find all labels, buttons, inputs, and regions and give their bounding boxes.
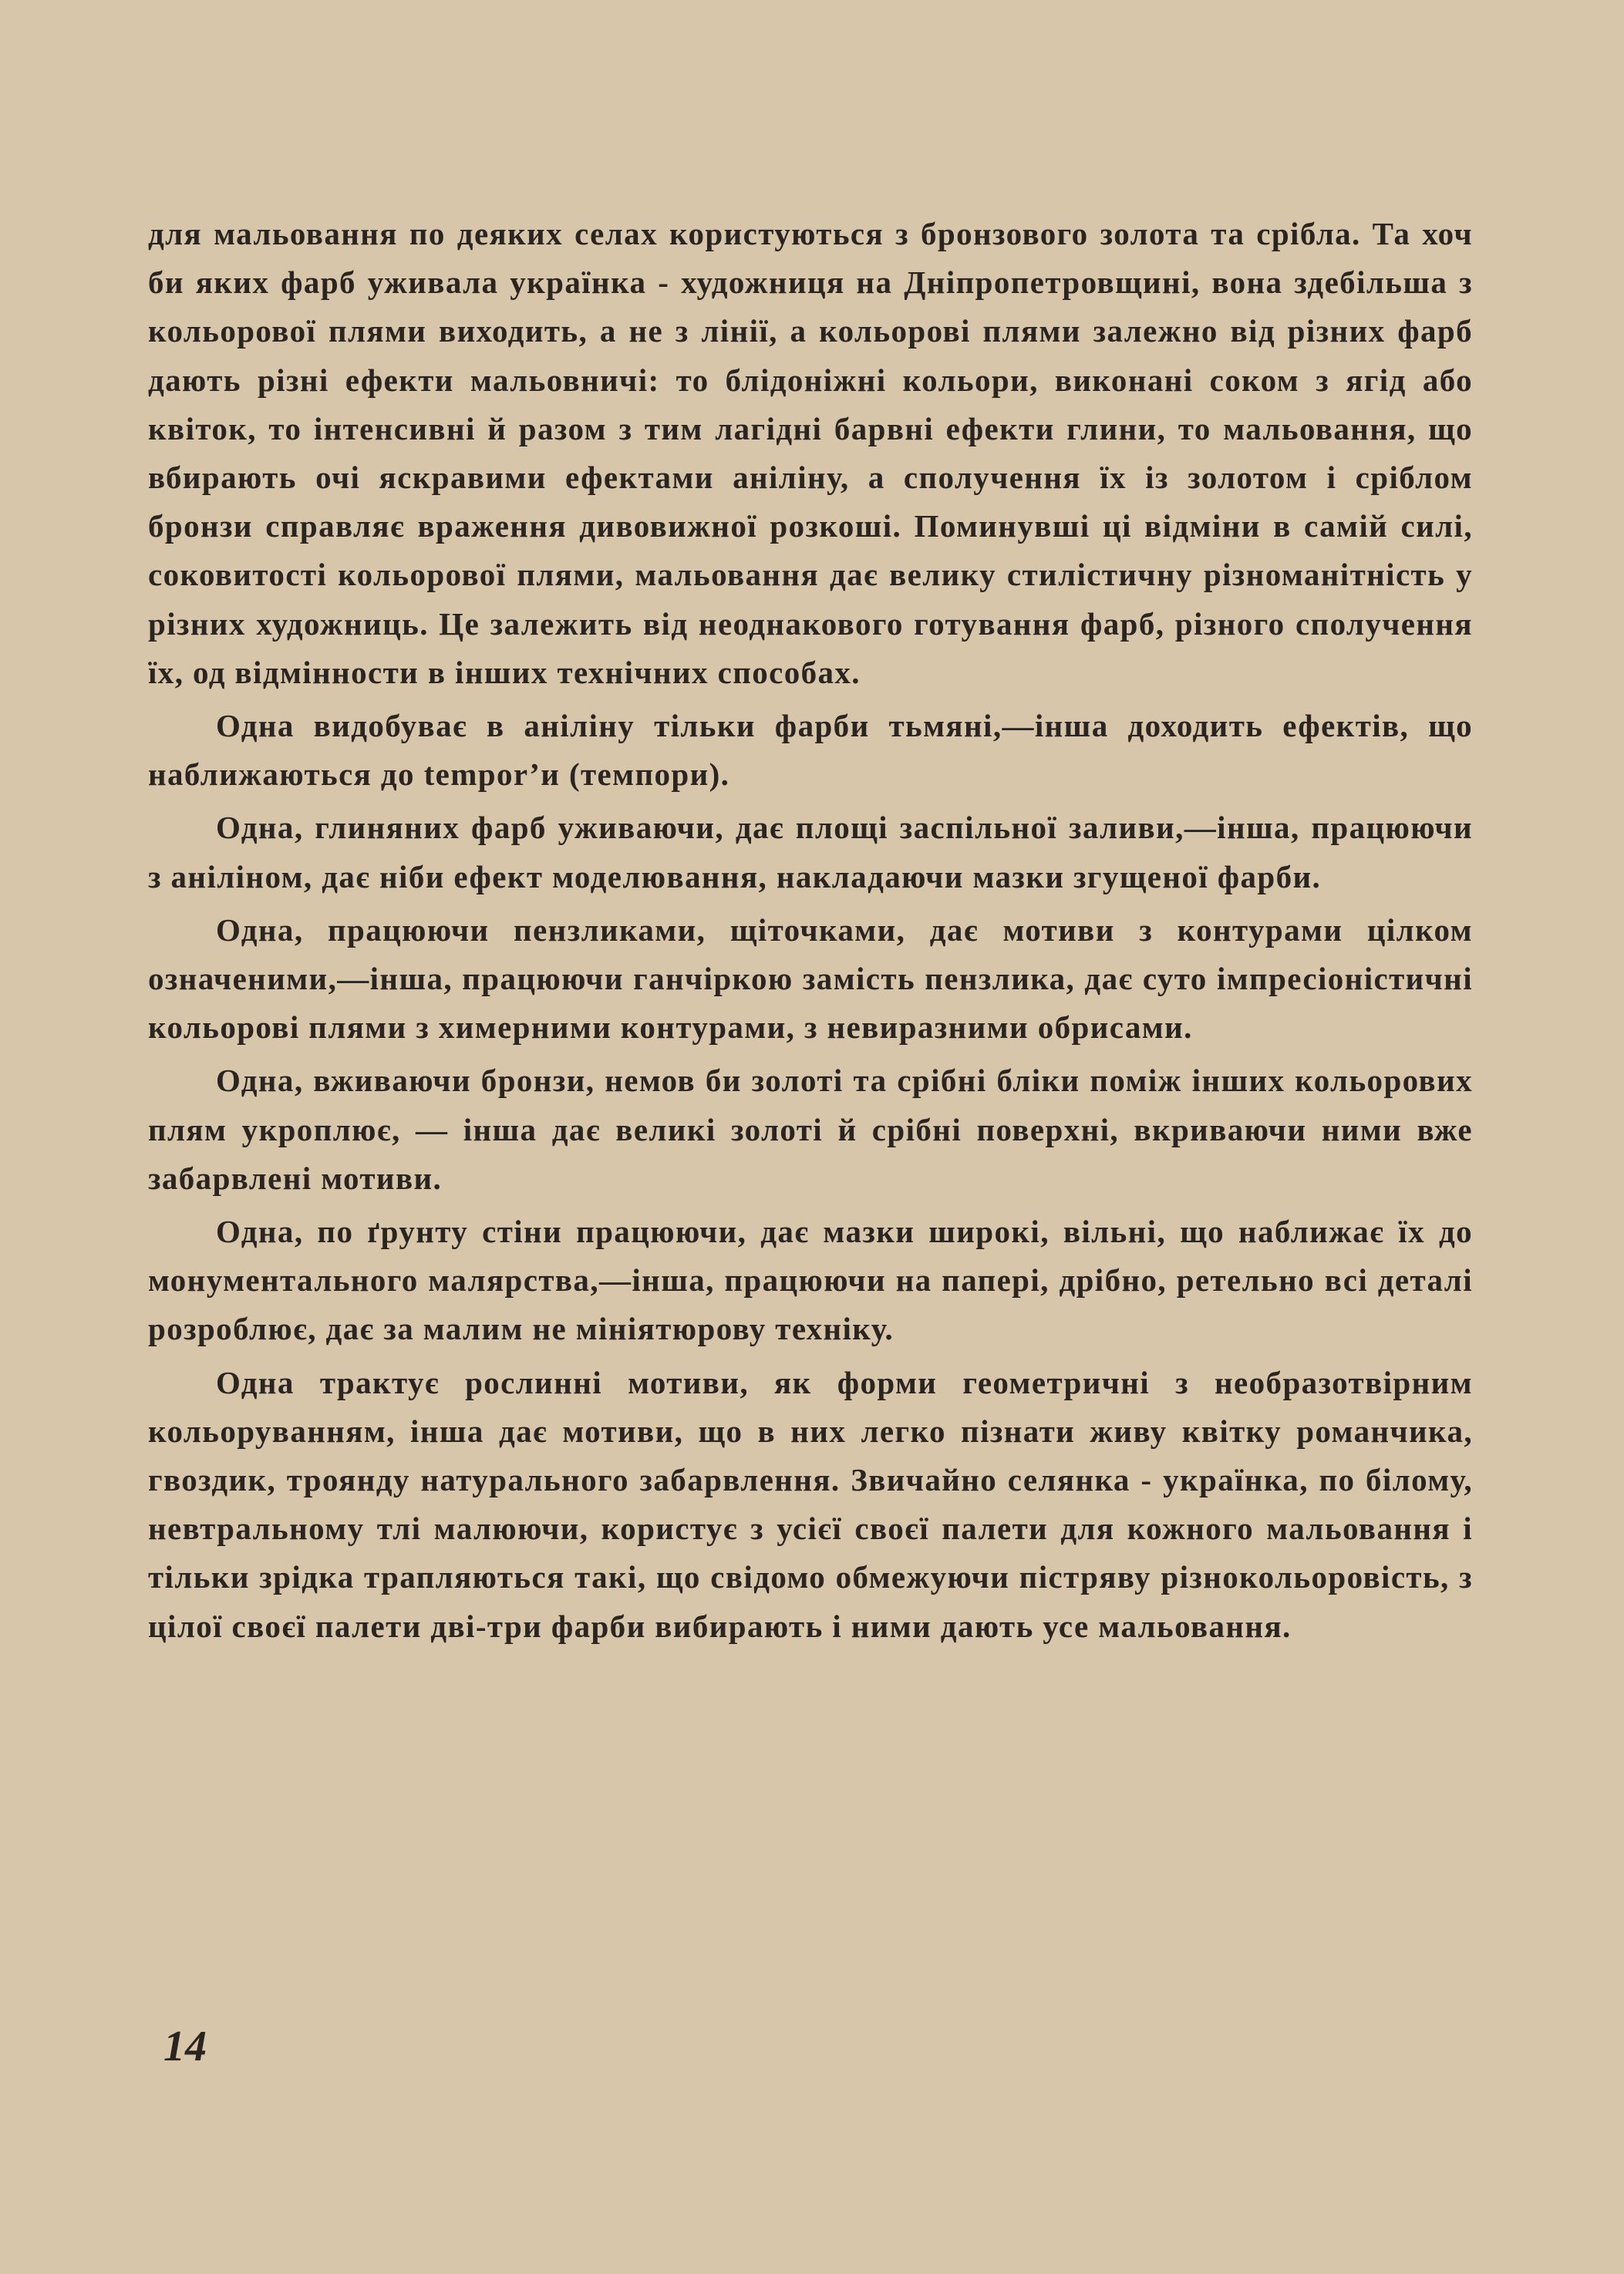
paragraph: Одна видобуває в аніліну тільки фарби тьмяні,—інша доходить ефектів, що наближаються до tempor’и (темпори).: [148, 708, 1473, 793]
body-text: [148, 210, 1473, 1656]
paragraph: Одна, працюючи пензликами, щіточками, дає мотиви з контурами цілком означеними,—інша, працюючи ганчіркою замість пензлика, дає суто імпресіоністичні кольорові плями з химерними контурами, з невиразними обрисами.: [148, 911, 1473, 1046]
paragraph: Одна, глиняних фарб уживаючи, дає площі заспільної заливи,—інша, працюючи з аніліном, дає ніби ефект моделювання, накладаючи мазки згущеної фарби.: [148, 810, 1473, 894]
paragraph: Одна, по ґрунту стіни працюючи, дає мазки широкі, вільні, що наближає їх до монументального малярства,—інша, працюючи на папері, дрібно, ретельно всі деталі розроблює, дає за малим не мініятюрову техніку.: [148, 1214, 1473, 1347]
paragraph: Одна, вживаючи бронзи, немов би золоті та срібні бліки поміж інших кольорових плям укроплює, — інша дає великі золоті й срібні поверхні, вкриваючи ними вже забарвлені мотиви.: [148, 1063, 1473, 1196]
paragraph: для мальовання по деяких селах користуються з бронзового золота та срібла. Та хоч би яких фарб уживала українка - художниця на Дніпропетровщині, вона здебільша з кольорової плями виходить, а не з лінії, а кольорові плями залежно від різних фарб дають різні ефекти мальовничі: то блідоніжні кольори, виконані соком з ягід або квіток, то інтенсивні й разом з тим лагідні барвні ефекти глини, то мальовання, що вбирають очі яскравими ефектами аніліну, а сполучення їх із золотом і сріблом бронзи справляє враження дивовижної розкоші. Поминувші ці відміни в самій силі, соковитості кольорової плями, мальовання дає велику стилістичну різноманітність у різних художниць. Це залежить від неоднакового готування фарб, різного сполучення їх, од відмінности в інших технічних способах.: [148, 216, 1473, 690]
page-number: 14: [163, 2023, 207, 2070]
paragraph: Одна трактує рослинні мотиви, як форми геометричні з необразотвірним кольоруванням, інша дає мотиви, що в них легко пізнати живу квітку романчика, гвоздик, троянду натурального забарвлення. Звичайно селянка - українка, по білому, невтральному тлі малюючи, користує з усієї своєї палети для кожного мальовання і тільки зрідка трапляються такі, що свідомо обмежуючи пістряву різнокольоровість, з цілої своєї палети дві-три фарби вибирають і ними дають усе мальовання.: [148, 1364, 1473, 1644]
